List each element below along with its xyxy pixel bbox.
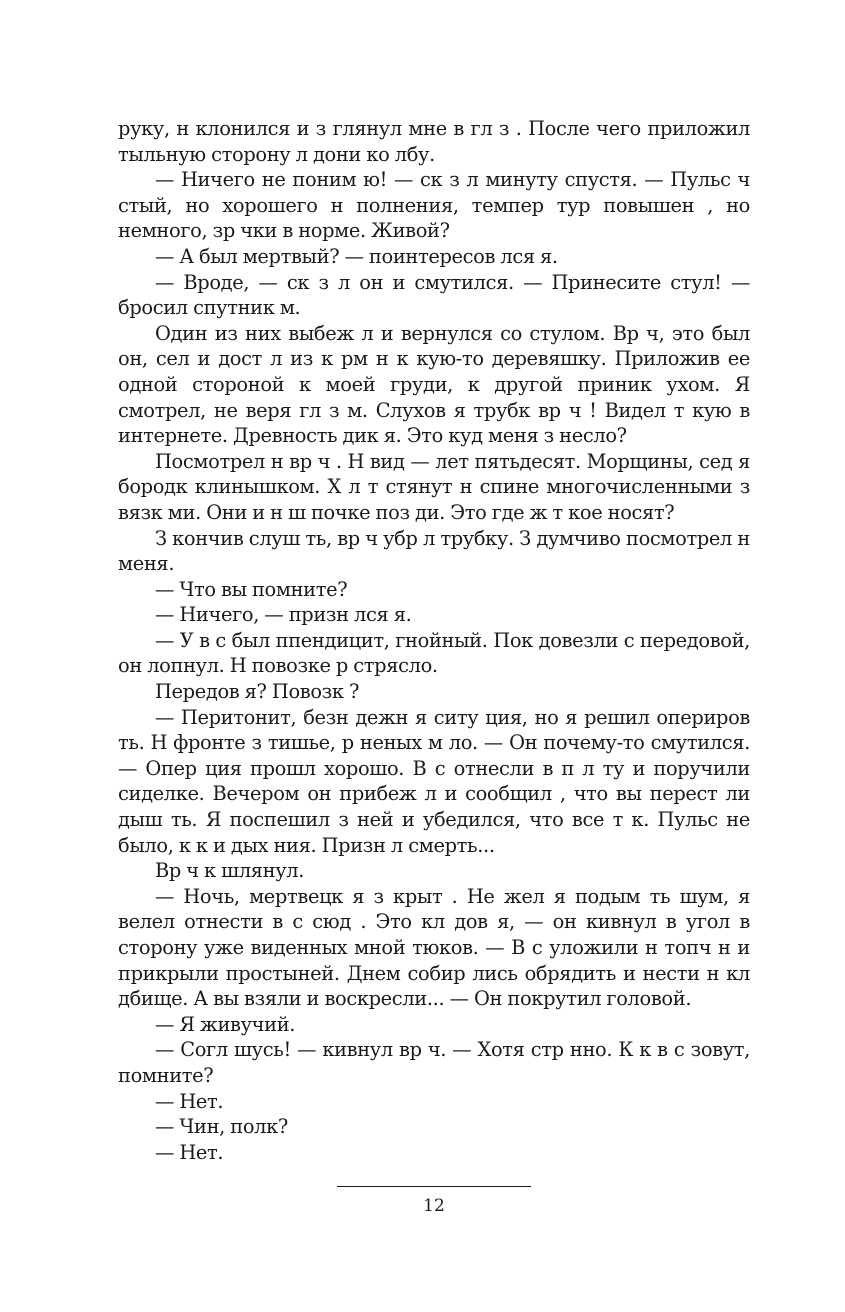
paragraph-18: — Чин, полк? — [155, 1115, 288, 1139]
paragraph-15: — Я живучий. — [155, 1012, 296, 1036]
page-number: 12 — [423, 1196, 445, 1216]
paragraph-9: — Ничего, — призн лся я. — [155, 603, 412, 627]
paragraph-19: — Нет. — [155, 1140, 224, 1164]
paragraph-13: Вр ч к шлянул. — [155, 859, 305, 883]
paragraph-4: — Вроде, — ск з л он и смутился. — Принесите стул! — бросил спутник м. — [118, 270, 750, 320]
paragraph-10: — У в с был ппендицит, гнойный. Пок довезли с передовой, он лопнул. Н повозке р стрясло. — [118, 628, 750, 678]
paragraph-8: — Что вы помните? — [155, 577, 348, 601]
paragraph-17: — Нет. — [155, 1089, 224, 1113]
body-text — [118, 116, 750, 1165]
footer-divider — [337, 1186, 531, 1187]
paragraph-12: — Перитонит, безн дежн я ситу ция, но я решил опериров ть. Н фронте з тишье, р неных м ло. — Он почему-то смутился. — Опер ция прошл хорошо. В с отнесли в п л ту и поручили сиделке. Вечером он прибеж л и сообщил , что вы перест ли дыш ть. Я поспешил з ней и убедился, что все т к. Пульс не было, к к и дых ния. Призн л смерть... — [118, 705, 750, 857]
paragraph-11: Передов я? Повозк ? — [155, 680, 360, 704]
paragraph-5: Один из них выбеж л и вернулся со стулом. Вр ч, это был он, сел и дост л из к рм н к кую-то деревяшку. Приложив ее одной стороной к моей груди, к другой приник ухом. Я смотрел, не веря гл з м. Слухов я трубк вр ч ! Видел т кую в интернете. Древность дик я. Это куд меня з несло? — [118, 321, 750, 448]
paragraph-2: — Ничего не поним ю! — ск з л минуту спустя. — Пульс ч стый, но хорошего н полнения, темпер тур повышен , но немного, зр чки в норме. Живой? — [118, 168, 750, 243]
paragraph-16: — Согл шусь! — кивнул вр ч. — Хотя стр нно. К к в с зовут, помните? — [118, 1038, 750, 1087]
paragraph-7: З кончив слуш ть, вр ч убр л трубку. З думчиво посмотрел н меня. — [118, 526, 750, 576]
paragraph-14: — Ночь, мертвецк я з крыт . Не жел я подым ть шум, я велел отнести в с сюд . Это кл дов я, — он кивнул в угол в сторону уже виденных мной тюков. — В с уложили н топч н и прикрыли простыней. Днем собир лись обрядить и нести н кл дбище. А вы взяли и воскресли... — Он покрутил головой. — [118, 884, 750, 1011]
paragraph-3: — А был мертвый? — поинтересов лся я. — [155, 244, 558, 268]
paragraph-1: руку, н клонился и з глянул мне в гл з . После чего приложил тыльную сторону л дони ко лбу. — [118, 117, 750, 166]
paragraph-6: Посмотрел н вр ч . Н вид — лет пятьдесят. Морщины, сед я бородк клинышком. Х л т стянут н спине многочисленными з вязк ми. Они и н ш почке поз ди. Это где ж т кое носят? — [118, 449, 750, 524]
